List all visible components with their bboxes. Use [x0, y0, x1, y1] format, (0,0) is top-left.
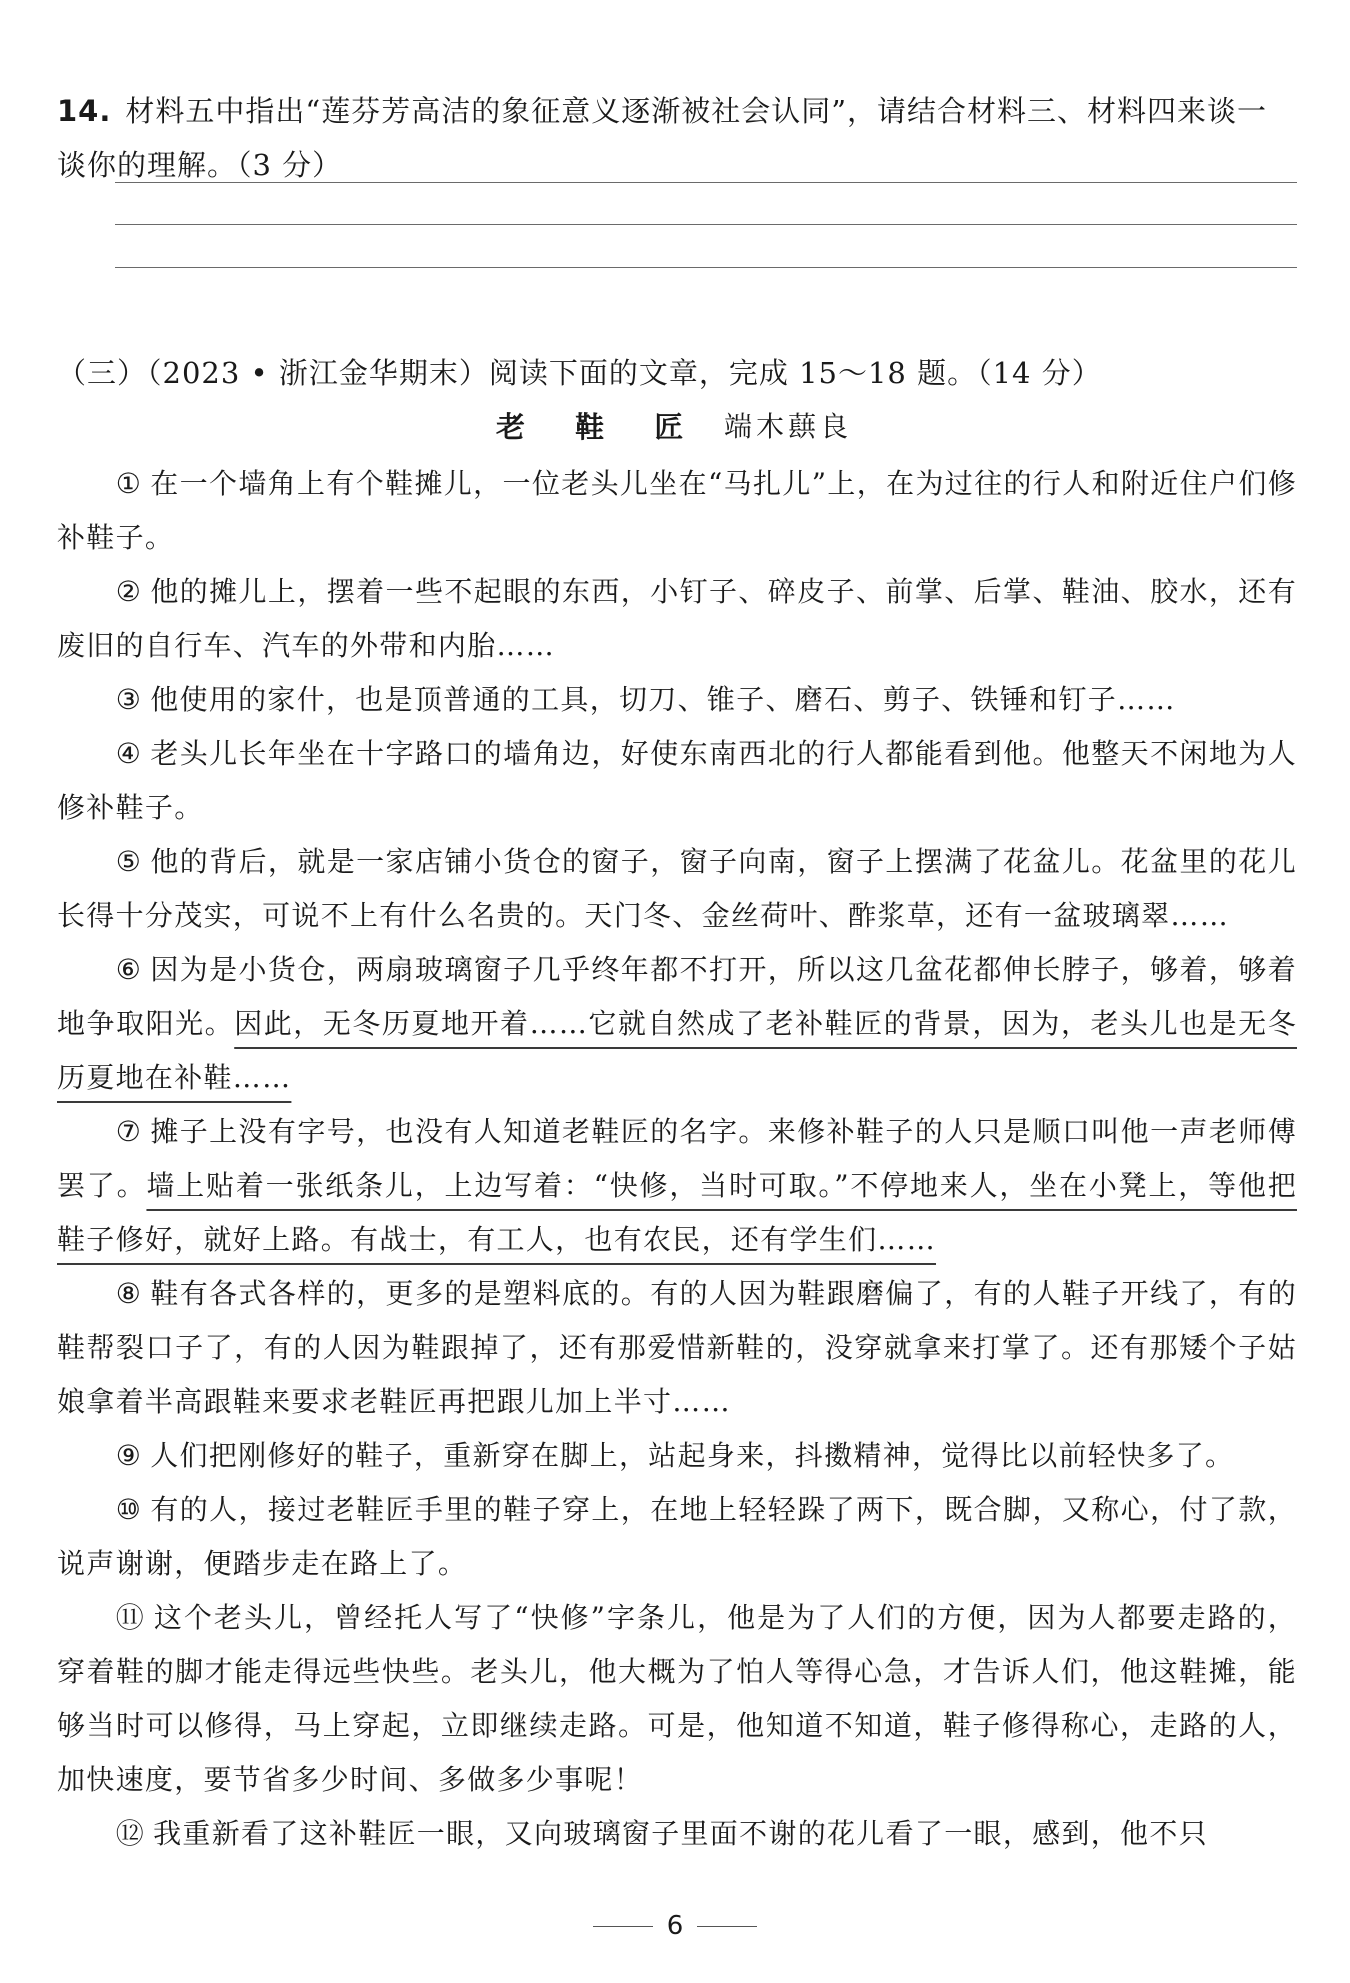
paragraph [57, 673, 1297, 727]
paragraph-number: ⑥ [115, 953, 143, 986]
underlined-sentence: 墙上贴着一张纸条儿，上边写着：“快修，当时可取。”不停地来人，坐在小凳上，等他把鞋子修好，就好上路。有战士，有工人，也有农民，还有学生们…… [57, 1169, 1297, 1256]
paragraph-number: ④ [115, 737, 143, 770]
question-14 [57, 84, 1297, 192]
paragraph [57, 457, 1297, 565]
paragraph [57, 835, 1297, 943]
paragraph-text: 摊子上没有字号，也没有人知道老鞋匠的名字。来修补鞋子的人只是顺口叫他一声老师傅罢了。 [57, 1115, 1297, 1202]
article-title-row [0, 405, 1350, 449]
question-text: 材料五中指出“莲芬芳高洁的象征意义逐渐被社会认同”，请结合材料三、材料四来谈一谈你的理解。（3 分） [57, 94, 1268, 182]
paragraph-text: 他使用的家什，也是顶普通的工具，切刀、锥子、磨石、剪子、铁锤和钉子…… [150, 683, 1176, 716]
page-footer [0, 1908, 1350, 1944]
paragraph [57, 1429, 1297, 1483]
paragraph-number: ⑨ [115, 1439, 143, 1472]
paragraph-number: ⑪ [115, 1601, 146, 1634]
paragraph-text: 有的人，接过老鞋匠手里的鞋子穿上，在地上轻轻跺了两下，既合脚，又称心，付了款，说声谢谢，便踏步走在路上了。 [57, 1493, 1297, 1580]
footer-dash-left [593, 1926, 653, 1927]
paragraph-text: 在一个墙角上有个鞋摊儿，一位老头儿坐在“马扎儿”上，在为过往的行人和附近住户们修补鞋子。 [57, 467, 1298, 554]
question-number: 14. [57, 94, 112, 128]
paragraph-text: 老头儿长年坐在十字路口的墙角边，好使东南西北的行人都能看到他。他整天不闲地为人修补鞋子。 [57, 737, 1297, 824]
paragraph [57, 943, 1297, 1105]
paragraph-text: 人们把刚修好的鞋子，重新穿在脚上，站起身来，抖擞精神，觉得比以前轻快多了。 [150, 1439, 1235, 1472]
paragraph [57, 1105, 1297, 1267]
paragraph-text: 鞋有各式各样的，更多的是塑料底的。有的人因为鞋跟磨偏了，有的人鞋子开线了，有的鞋帮裂口子了，有的人因为鞋跟掉了，还有那爱惜新鞋的，没穿就拿来打掌了。还有那矮个子姑娘拿着半高跟鞋来要求老鞋匠再把跟儿加上半寸…… [57, 1277, 1297, 1418]
page-number: 6 [666, 1911, 684, 1941]
paragraph-number: ① [115, 467, 143, 500]
article-title: 老 鞋 匠 [496, 410, 704, 444]
paragraph-number: ⑧ [115, 1277, 143, 1310]
paragraph-text: 这个老头儿，曾经托人写了“快修”字条儿，他是为了人们的方便，因为人都要走路的，穿着鞋的脚才能走得远些快些。老头儿，他大概为了怕人等得心急，才告诉人们，他这鞋摊，能够当时可以修得，马上穿起，立即继续走路。可是，他知道不知道，鞋子修得称心，走路的人，加快速度，要节省多少时间、多做多少事呢！ [57, 1601, 1297, 1796]
paragraph-number: ⑦ [115, 1115, 143, 1148]
paragraph [57, 565, 1297, 673]
answer-line[interactable] [115, 182, 1297, 183]
paragraph [57, 1591, 1297, 1807]
article-body [57, 457, 1297, 1861]
paragraph-number: ⑫ [115, 1817, 146, 1850]
article-author: 端木蕻良 [724, 410, 853, 443]
underlined-sentence: 因此，无冬历夏地开着……它就自然成了老补鞋匠的背景，因为，老头儿也是无冬历夏地在补鞋…… [57, 1007, 1297, 1094]
answer-line[interactable] [115, 267, 1297, 268]
section-heading: （三）（2023 • 浙江金华期末）阅读下面的文章，完成 15～18 题。（14 分） [57, 356, 1102, 390]
answer-line[interactable] [115, 224, 1297, 225]
paragraph-number: ⑤ [115, 845, 143, 878]
paragraph-number: ③ [115, 683, 143, 716]
paragraph-text: 他的背后，就是一家店铺小货仓的窗子，窗子向南，窗子上摆满了花盆儿。花盆里的花儿长得十分茂实，可说不上有什么名贵的。天门冬、金丝荷叶、酢浆草，还有一盆玻璃翠…… [57, 845, 1297, 932]
paragraph-text: 我重新看了这补鞋匠一眼，又向玻璃窗子里面不谢的花儿看了一眼，感到，他不只 [153, 1817, 1208, 1850]
paragraph-text: 因为是小货仓，两扇玻璃窗子几乎终年都不打开，所以这几盆花都伸长脖子，够着，够着地争取阳光。 [57, 953, 1297, 1040]
paragraph-text: 他的摊儿上，摆着一些不起眼的东西，小钉子、碎皮子、前掌、后掌、鞋油、胶水，还有废旧的自行车、汽车的外带和内胎…… [57, 575, 1297, 662]
paragraph-number: ⑩ [115, 1493, 143, 1526]
paragraph [57, 727, 1297, 835]
paragraph [57, 1483, 1297, 1591]
paragraph [57, 1807, 1297, 1861]
paragraph [57, 1267, 1297, 1429]
footer-dash-right [697, 1926, 757, 1927]
paragraph-number: ② [115, 575, 143, 608]
